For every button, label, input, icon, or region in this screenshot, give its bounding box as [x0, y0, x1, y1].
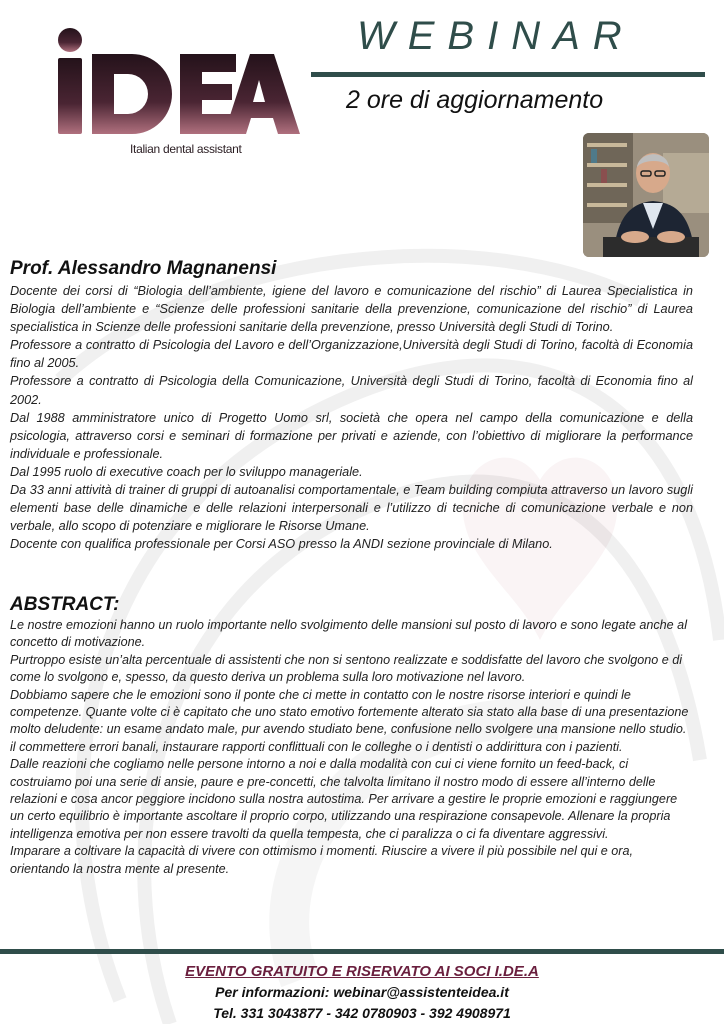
abstract-heading: ABSTRACT: — [10, 594, 120, 615]
event-notice: EVENTO GRATUITO E RISERVATO AI SOCI I.DE.A — [185, 963, 539, 980]
abstract-paragraph: Dobbiamo sapere che le emozioni sono il ponte che ci mette in contatto con le nostre risorse interiori e quindi le competenze. Quante volte ci è capitato che uno stato emotivo fortemente alterato sia stato alla base di una presentazione molto deludente: un esame andato male, pur avendo studiato bene, confusione nello svolgere una mansione nello studio. — [10, 687, 689, 737]
bio-paragraph: Docente dei corsi di “Biologia dell’ambiente, igiene del lavoro e comunicazione del rischio” di Laurea Specialistica in Biologia dell’ambiente e “Scienze delle professioni sanitarie della prevenzione, comunicazione del rischio” di Laurea specialistica in Scienze delle professioni sanitarie della prevenzione, presso Università degli Studi di Torino. — [10, 284, 693, 335]
abstract-body — [10, 617, 692, 878]
footer — [0, 962, 724, 1024]
bio-paragraph: Professore a contratto di Psicologia della Comunicazione, Università degli Studi di Torino, facoltà di Economia fino al 2002. — [10, 374, 693, 407]
abstract-paragraph: Le nostre emozioni hanno un ruolo importante nello svolgimento delle mansioni sul posto di lavoro e sono legate anche al concetto di motivazione. — [10, 618, 687, 650]
abstract-paragraph: il commettere errori banali, instaurare rapporti conflittuali con le colleghe o i dentisti o addirittura con i pazienti. — [10, 739, 623, 754]
webinar-title: WEBINAR — [357, 14, 635, 58]
speaker-photo — [583, 133, 709, 257]
bio-paragraph: Da 33 anni attività di trainer di gruppi di autoanalisi comportamentale, e Team building compiuta attraverso un lavoro sugli elementi base delle dinamiche e delle relazioni interpersonali e l’utilizzo di tecniche di comunicazione verbale e non verbale, allo scopo di potenziare e migliorare le Risorse Umane. — [10, 483, 693, 534]
contact-phones: Tel. 331 3043877 - 342 0780903 - 392 4908971 — [213, 1005, 511, 1021]
webinar-subtitle: 2 ore di aggiornamento — [346, 86, 604, 114]
abstract-paragraph: Imparare a coltivare la capacità di vivere con ottimismo i momenti. Riuscire a vivere il più possibile nel qui e ora, orientando la nostra mente al presente. — [10, 844, 633, 876]
footer-divider — [0, 949, 724, 954]
bio-paragraph: Dal 1995 ruolo di executive coach per lo sviluppo manageriale. — [10, 464, 363, 479]
speaker-name: Prof. Alessandro Magnanensi — [10, 258, 277, 279]
bio-paragraph: Professore a contratto di Psicologia del Lavoro e dell’Organizzazione,Università degli Studi di Torino, facoltà di Economia fino al 2005. — [10, 338, 693, 371]
logo-tagline: Italian dental assistant — [130, 142, 242, 156]
abstract-paragraph: Dalle reazioni che cogliamo nelle persone intorno a noi e dalla modalità con cui ci viene fornito un feed-back, ci costruiamo poi una serie di ansie, paure e pre-concetti, che talvolta limitano il nostro modo di essere all’interno delle relazioni e cosa ancor peggiore incidono sulla nostra autostima. Per arrivare a gestire le proprie emozioni e raggiungere un certo equilibrio è importante ascoltare il proprio corpo, utilizzando una respirazione consapevole. Allenare la propria intelligenza emotiva per non essere travolti da quella tempesta, che ci paralizza o ci fa diventare aggressivi. — [10, 757, 678, 841]
header-divider — [311, 72, 705, 77]
idea-logo — [30, 14, 300, 164]
bio-paragraph: Docente con qualifica professionale per Corsi ASO presso la ANDI sezione provinciale di Milano. — [10, 537, 553, 552]
speaker-bio — [10, 282, 693, 553]
bio-paragraph: Dal 1988 amministratore unico di Progetto Uomo srl, società che opera nel campo della comunicazione e della psicologia, attraverso corsi e seminari di formazione per privati e aziende, con l’obiettivo di migliorare la performance individuale e professionale. — [10, 410, 693, 461]
abstract-paragraph: Purtroppo esiste un’alta percentuale di assistenti che non si sentono realizzate e soddisfatte del lavoro che svolgono e di come lo svolgono e, spesso, da questo deriva un problema sulla loro motivazione nel lavoro. — [10, 652, 683, 685]
contact-email[interactable]: Per informazioni: webinar@assistenteidea.it — [215, 984, 509, 1000]
speaker-photo-illustration — [583, 133, 709, 257]
